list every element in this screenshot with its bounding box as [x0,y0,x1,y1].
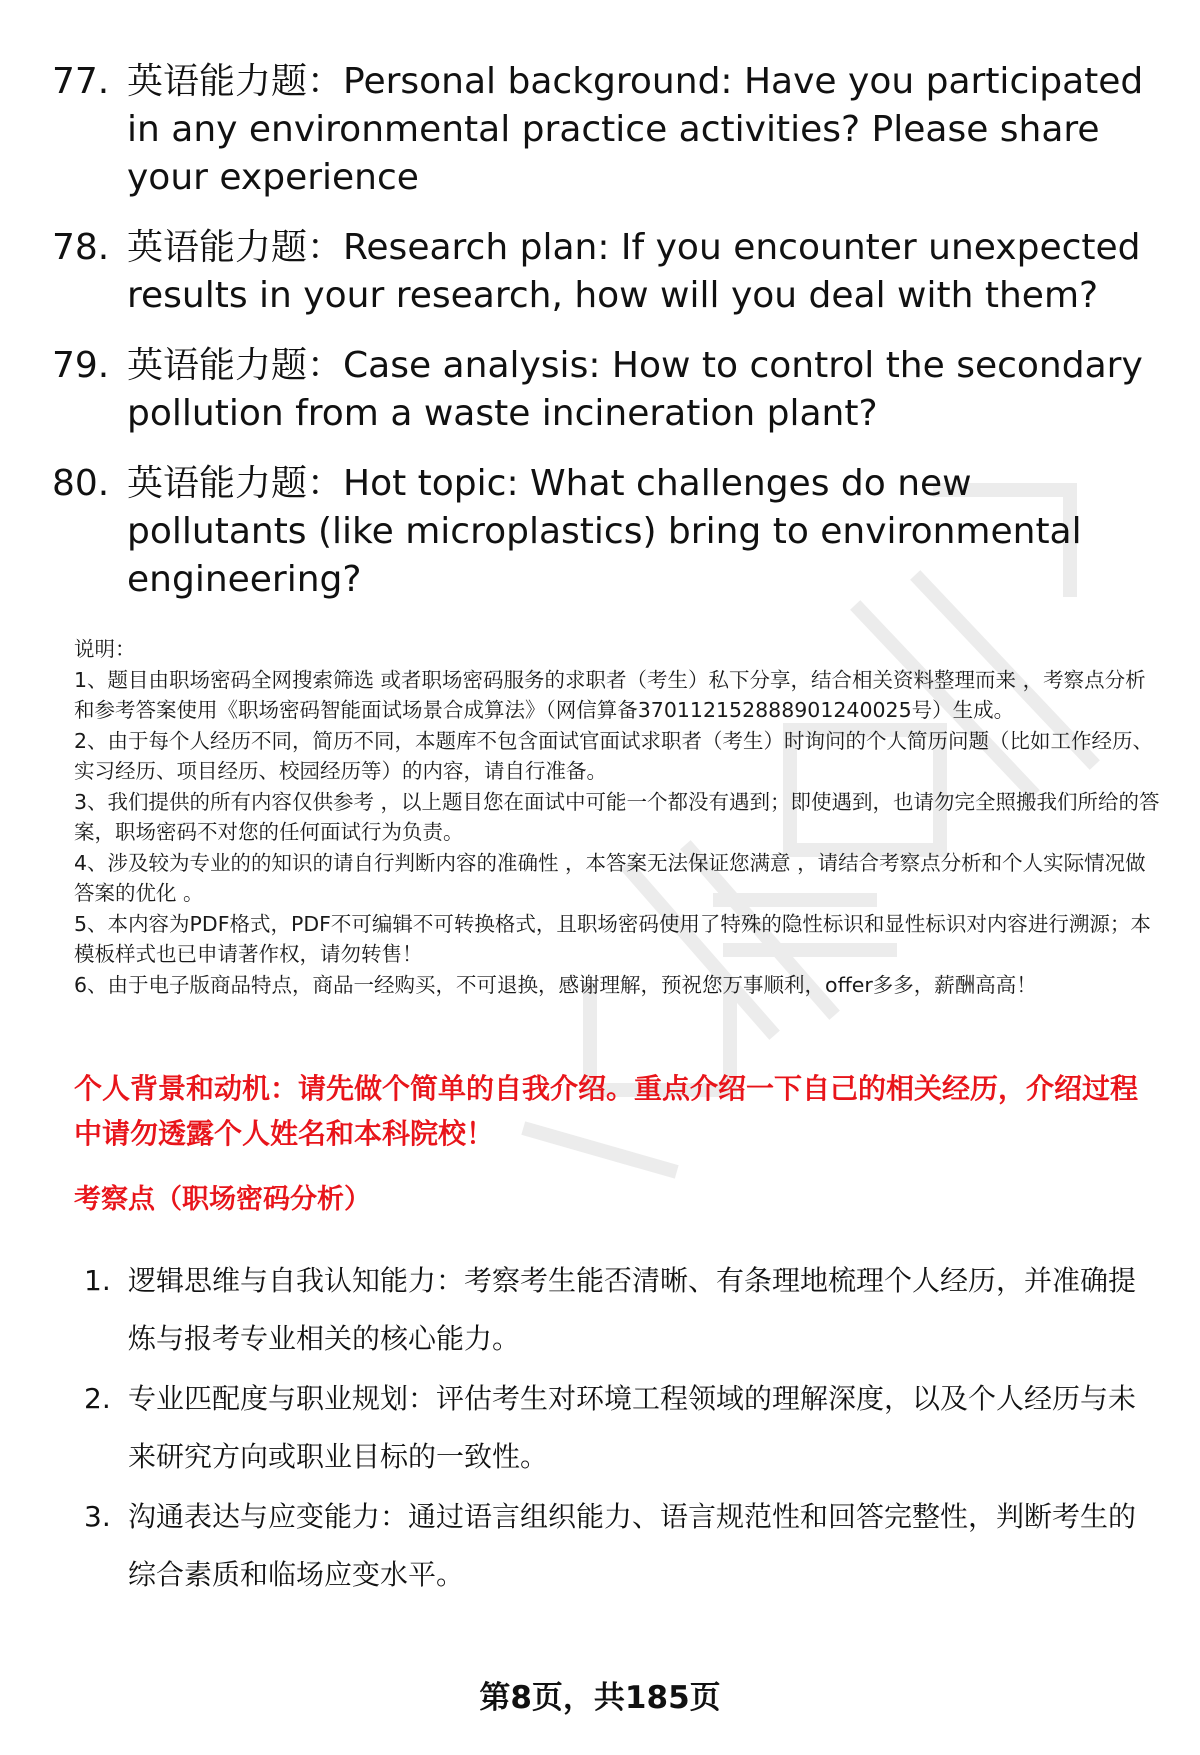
question-text: Hot topic: What challenges do new pollutants (like microplastics) bring to environmental engineering? [127,463,1082,600]
question-item [52,342,1162,438]
question-content [127,342,1162,438]
question-item [52,224,1162,320]
note-item: 2、由于每个人经历不同，简历不同，本题库不包含面试官面试求职者（考生）时询问的个人简历问题（比如工作经历、实习经历、项目经历、校园经历等）的内容，请自行准备。 [74,728,1154,783]
note-item: 3、我们提供的所有内容仅供参考 ，以上题目您在面试中可能一个都没有遇到；即使遇到，也请勿完全照搬我们所给的答案，职场密码不对您的任何面试行为负责。 [74,789,1160,844]
section-subtitle: 考察点（职场密码分析） [74,1184,371,1215]
point-number: 3. [84,1500,111,1533]
point-text: 专业匹配度与职业规划：评估考生对环境工程领域的理解深度，以及个人经历与未来研究方向或职业目标的一致性。 [128,1382,1137,1473]
note-item: 5、本内容为PDF格式，PDF不可编辑不可转换格式，且职场密码使用了特殊的隐性标识和显性标识对内容进行溯源；本模板样式也已申请著作权，请勿转售！ [74,911,1151,966]
question-content [127,224,1162,320]
notes-heading: 说明： [74,637,136,661]
point-text: 逻辑思维与自我认知能力：考察考生能否清晰、有条理地梳理个人经历，并准确提炼与报考专业相关的核心能力。 [128,1264,1137,1355]
question-item [52,460,1162,604]
point-number: 1. [84,1264,111,1297]
question-list [52,58,1162,626]
assessment-point [84,1252,1154,1368]
question-category: 英语能力题： [127,463,344,504]
section-question-title: 个人背景和动机：请先做个简单的自我介绍。重点介绍一下自己的相关经历，介绍过程中请勿透露个人姓名和本科院校！ [74,1072,1139,1150]
question-text: Case analysis: How to control the secondary pollution from a waste incineration plant? [127,345,1143,434]
question-text: Personal background: Have you participated in any environmental practice activities? Please share your experience [127,61,1144,198]
page-number-footer: 第8页，共185页 [479,1680,721,1716]
question-category: 英语能力题： [127,345,344,386]
assessment-point [84,1488,1154,1604]
disclaimer-notes [74,634,1164,1000]
note-item: 4、涉及较为专业的的知识的请自行判断内容的准确性 ，本答案无法保证您满意 ，请结合考察点分析和个人实际情况做答案的优化 。 [74,850,1146,905]
question-category: 英语能力题： [127,61,344,102]
assessment-point [84,1370,1154,1486]
note-item: 6、由于电子版商品特点，商品一经购买，不可退换，感谢理解，预祝您万事顺利，offer多多，薪酬高高！ [74,972,1037,997]
question-number: 78. [52,227,110,268]
question-item [52,58,1162,202]
question-content [127,58,1162,202]
question-content [127,460,1162,604]
question-number: 79. [52,345,110,386]
point-number: 2. [84,1382,111,1415]
question-text: Research plan: If you encounter unexpected results in your research, how will you deal with them? [127,227,1141,316]
question-number: 77. [52,61,110,102]
question-number: 80. [52,463,110,504]
assessment-points [84,1252,1154,1606]
point-text: 沟通表达与应变能力：通过语言组织能力、语言规范性和回答完整性，判断考生的综合素质和临场应变水平。 [128,1500,1137,1591]
question-category: 英语能力题： [127,227,344,268]
note-item: 1、题目由职场密码全网搜索筛选 或者职场密码服务的求职者（考生）私下分享，结合相关资料整理而来 ，考察点分析和参考答案使用《职场密码智能面试场景合成算法》（网信算备370112152888901240025号）生成。 [74,667,1146,722]
